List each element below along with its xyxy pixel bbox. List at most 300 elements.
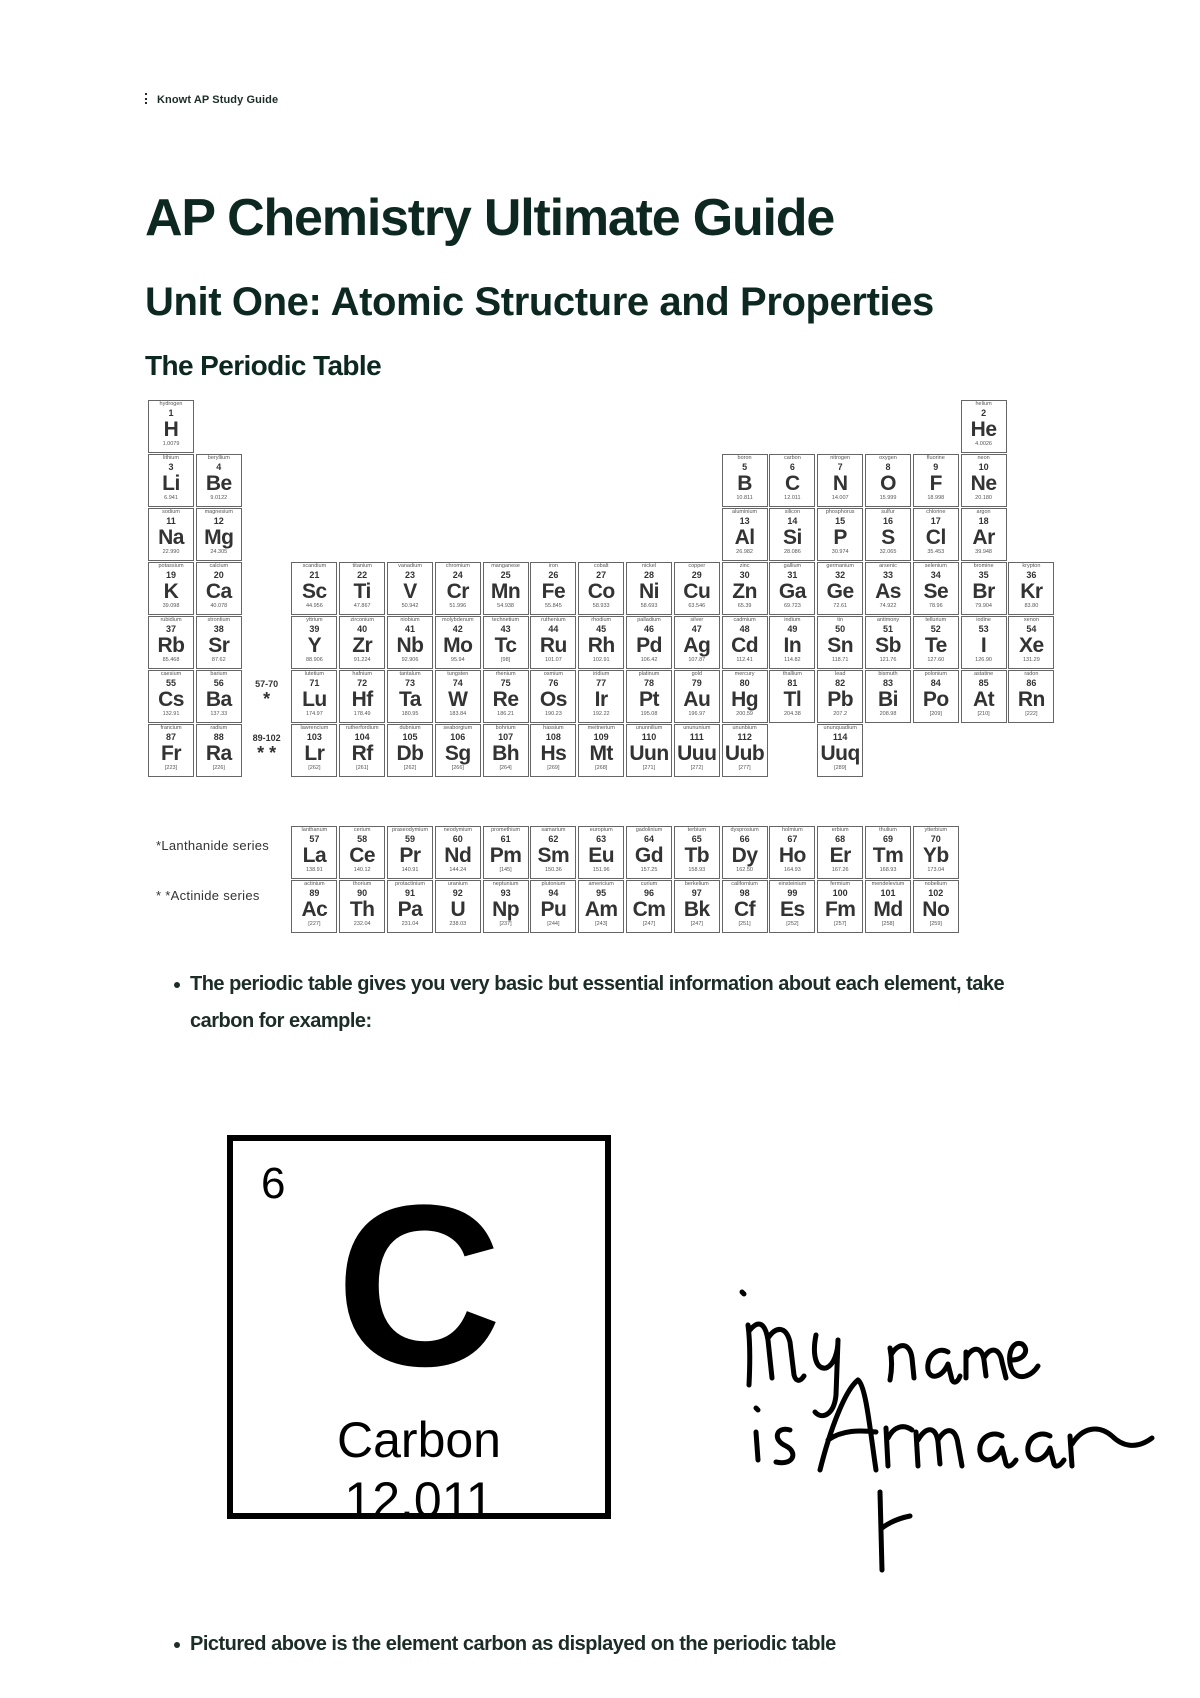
- atomic-mass: 232.04: [353, 921, 371, 927]
- atomic-number: 30: [739, 570, 750, 580]
- element-symbol: Ba: [205, 688, 232, 711]
- atomic-number: 58: [357, 834, 368, 844]
- atomic-number: 80: [739, 678, 750, 688]
- element-symbol: Ni: [639, 580, 659, 603]
- element-actinium: [291, 880, 337, 933]
- series-placeholder: [244, 670, 290, 723]
- atomic-mass: 85.468: [162, 657, 180, 663]
- atomic-number: 25: [500, 570, 511, 580]
- element-name: titanium: [352, 563, 372, 569]
- element-antimony: [865, 616, 911, 669]
- element-symbol: Fr: [161, 742, 181, 765]
- atomic-number: 3: [168, 462, 174, 472]
- atomic-mass: 39.098: [162, 603, 180, 609]
- element-name: ununbium: [732, 725, 757, 731]
- element-name: iron: [548, 563, 558, 569]
- element-plutonium: [530, 880, 576, 933]
- element-name: iridium: [593, 671, 610, 677]
- lanthanide-series-label: *Lanthanide series: [156, 838, 270, 853]
- element-symbol: Cr: [446, 580, 469, 603]
- element-name: strontium: [207, 617, 231, 623]
- element-name: phosphorus: [825, 509, 855, 515]
- element-symbol: Ti: [353, 580, 371, 603]
- atomic-mass: [264]: [499, 765, 512, 771]
- atomic-number: 12: [213, 516, 224, 526]
- element-symbol: Cl: [925, 526, 946, 549]
- element-symbol: Rh: [587, 634, 615, 657]
- atomic-mass: 162.50: [736, 867, 753, 873]
- atomic-mass: 101.07: [544, 657, 562, 663]
- element-name: oxygen: [879, 455, 897, 461]
- element-name: osmium: [543, 671, 564, 677]
- element-symbol: Db: [396, 742, 424, 765]
- atomic-mass: 138.91: [305, 867, 323, 873]
- atomic-number: 76: [548, 678, 559, 688]
- atomic-number: 90: [357, 888, 368, 898]
- element-name: zirconium: [350, 617, 374, 623]
- element-sodium: [148, 508, 194, 561]
- element-symbol: Mn: [490, 580, 521, 603]
- element-symbol: F: [929, 472, 942, 495]
- element-scandium: [291, 562, 337, 615]
- element-radon: [1008, 670, 1054, 723]
- element-gadolinium: [626, 826, 672, 879]
- atomic-number: 13: [739, 516, 750, 526]
- atomic-mass: [210]: [977, 711, 990, 717]
- atomic-number: 114: [832, 732, 848, 742]
- atomic-mass: 26.982: [736, 549, 753, 555]
- element-name: holmium: [781, 827, 803, 833]
- element-calcium: [196, 562, 242, 615]
- element-indium: [769, 616, 815, 669]
- atomic-number: 67: [787, 834, 798, 844]
- element-promethium: [483, 826, 529, 879]
- element-symbol: Au: [683, 688, 711, 711]
- element-symbol: Co: [587, 580, 615, 603]
- element-arsenic: [865, 562, 911, 615]
- element-name: sulfur: [881, 509, 895, 515]
- element-neodymium: [435, 826, 481, 879]
- element-symbol: As: [875, 580, 901, 603]
- element-lawrencium: [291, 724, 337, 777]
- element-symbol: Uun: [629, 742, 669, 765]
- atomic-mass: [145]: [499, 867, 512, 873]
- element-name: thulium: [879, 827, 897, 833]
- element-magnesium: [196, 508, 242, 561]
- atomic-number: 51: [882, 624, 893, 634]
- atomic-mass: 131.29: [1022, 657, 1040, 663]
- carbon-atomic-number: 6: [261, 1159, 286, 1208]
- element-symbol: K: [163, 580, 179, 603]
- atomic-mass: 87.62: [211, 657, 226, 663]
- element-symbol: Cm: [632, 898, 666, 921]
- atomic-number: 26: [548, 570, 559, 580]
- atomic-number: 23: [404, 570, 415, 580]
- element-potassium: [148, 562, 194, 615]
- element-name: ruthenium: [541, 617, 566, 623]
- element-name: potassium: [158, 563, 184, 569]
- atomic-mass: [271]: [642, 765, 656, 771]
- element-symbol: Er: [829, 844, 851, 867]
- element-name: chromium: [445, 563, 470, 569]
- atomic-mass: [98]: [501, 657, 511, 663]
- atomic-mass: 14.007: [831, 495, 849, 501]
- atomic-mass: 200.59: [736, 711, 753, 717]
- element-symbol: Yb: [922, 844, 949, 867]
- element-symbol: Tb: [684, 844, 710, 867]
- element-name: vanadium: [398, 563, 422, 569]
- atomic-number: 70: [930, 834, 941, 844]
- atomic-number: 31: [787, 570, 798, 580]
- atomic-number: 39: [309, 624, 320, 634]
- element-symbol: I: [980, 634, 987, 657]
- element-name: tantalum: [399, 671, 421, 677]
- element-cadmium: [722, 616, 768, 669]
- element-symbol: O: [880, 472, 896, 495]
- atomic-number: 50: [835, 624, 846, 634]
- element-symbol: Ir: [594, 688, 608, 711]
- element-name: meitnerium: [587, 725, 615, 731]
- element-name: hydrogen: [159, 401, 183, 407]
- atomic-number: 10: [978, 462, 989, 472]
- element-symbol: W: [448, 688, 468, 711]
- atomic-number: 62: [548, 834, 559, 844]
- element-chlorine: [913, 508, 959, 561]
- atomic-number: 71: [309, 678, 320, 688]
- atomic-mass: 190.23: [544, 711, 562, 717]
- atomic-number: 78: [643, 678, 654, 688]
- element-symbol: Sn: [827, 634, 854, 657]
- element-symbol: Lu: [302, 688, 327, 711]
- atomic-number: 105: [402, 732, 418, 742]
- atomic-mass: [222]: [1025, 711, 1038, 717]
- element-name: lanthanum: [301, 827, 328, 833]
- element-bismuth: [865, 670, 911, 723]
- atomic-mass: 127.60: [927, 657, 945, 663]
- atomic-number: 61: [500, 834, 511, 844]
- atomic-number: 43: [500, 624, 511, 634]
- atomic-number: 75: [500, 678, 511, 688]
- atomic-mass: [262]: [403, 765, 417, 771]
- atomic-mass: 231.04: [401, 921, 419, 927]
- atomic-mass: 114.82: [784, 657, 801, 663]
- element-symbol: Md: [873, 898, 903, 921]
- element-name: germanium: [826, 563, 854, 569]
- element-name: einsteinium: [778, 881, 807, 887]
- atomic-number: 53: [978, 624, 989, 634]
- element-name: rhodium: [591, 617, 612, 623]
- atomic-mass: 12.011: [784, 495, 801, 501]
- element-ytterbium: [913, 826, 959, 879]
- element-name: plutonium: [541, 881, 566, 887]
- atomic-mass: 112.41: [736, 657, 753, 663]
- atomic-number: 11: [166, 516, 176, 526]
- element-symbol: Se: [923, 580, 949, 603]
- atomic-number: 79: [691, 678, 702, 688]
- atomic-mass: [257]: [834, 921, 847, 927]
- element-symbol: Ac: [301, 898, 328, 921]
- atomic-mass: 54.938: [497, 603, 514, 609]
- placeholder-range: 57-70: [255, 679, 279, 689]
- atomic-mass: 192.22: [592, 711, 610, 717]
- atomic-number: 83: [882, 678, 893, 688]
- placeholder-range: 89-102: [252, 733, 281, 743]
- element-gallium: [769, 562, 815, 615]
- atomic-number: 93: [500, 888, 511, 898]
- element-symbol: Mo: [443, 634, 473, 657]
- element-beryllium: [196, 454, 242, 507]
- element-einsteinium: [769, 880, 815, 933]
- element-technetium: [483, 616, 529, 669]
- atomic-number: 77: [596, 678, 607, 688]
- element-silicon: [769, 508, 815, 561]
- atomic-number: 106: [450, 732, 466, 742]
- element-symbol: Tc: [494, 634, 517, 657]
- element-gold: [674, 670, 720, 723]
- atomic-mass: 1.0079: [162, 441, 180, 447]
- atomic-number: 32: [835, 570, 846, 580]
- atomic-mass: 58.933: [592, 603, 610, 609]
- element-symbol: V: [403, 580, 417, 603]
- series-placeholder: [244, 724, 290, 777]
- element-name: bromine: [973, 563, 994, 569]
- atomic-number: 74: [452, 678, 463, 688]
- bullet-dot: [174, 982, 180, 988]
- element-symbol: No: [922, 898, 950, 921]
- element-symbol: Ge: [826, 580, 854, 603]
- element-symbol: Pt: [639, 688, 659, 711]
- element-curium: [626, 880, 672, 933]
- atomic-mass: 22.990: [162, 549, 180, 555]
- atomic-mass: [289]: [834, 765, 847, 771]
- element-symbol: Uub: [724, 742, 765, 765]
- element-symbol: Fe: [541, 580, 566, 603]
- atomic-mass: 74.922: [879, 603, 897, 609]
- atomic-number: 66: [739, 834, 750, 844]
- element-meitnerium: [578, 724, 624, 777]
- element-name: lead: [834, 671, 846, 677]
- element-seaborgium: [435, 724, 481, 777]
- atomic-number: 84: [930, 678, 941, 688]
- element-symbol: Zn: [732, 580, 757, 603]
- element-symbol: Bh: [492, 742, 520, 765]
- element-symbol: Pd: [636, 634, 662, 657]
- element-manganese: [483, 562, 529, 615]
- element-symbol: Y: [307, 634, 322, 657]
- element-xenon: [1008, 616, 1054, 669]
- atomic-number: 38: [213, 624, 224, 634]
- atomic-number: 49: [787, 624, 798, 634]
- atomic-mass: 178.49: [353, 711, 371, 717]
- bullet-text: The periodic table gives you very basic but essential information about each element, take carbon for example:: [190, 973, 1005, 1032]
- element-yttrium: [291, 616, 337, 669]
- brand-text: Knowt AP Study Guide: [157, 94, 279, 106]
- atomic-number: 60: [452, 834, 463, 844]
- element-symbol: Po: [922, 688, 949, 711]
- atomic-mass: 196.97: [688, 711, 706, 717]
- element-tungsten: [435, 670, 481, 723]
- element-name: sodium: [162, 509, 180, 515]
- atomic-mass: 88.906: [305, 657, 323, 663]
- element-symbol: Pu: [540, 898, 567, 921]
- atomic-mass: 92.906: [401, 657, 419, 663]
- atomic-number: 48: [739, 624, 750, 634]
- atomic-mass: 18.998: [927, 495, 945, 501]
- element-name: gold: [691, 671, 702, 677]
- element-vanadium: [387, 562, 433, 615]
- element-hydrogen: [148, 400, 194, 453]
- atomic-number: 44: [548, 624, 559, 634]
- atomic-number: 94: [548, 888, 559, 898]
- atomic-number: 14: [787, 516, 798, 526]
- atomic-number: 108: [545, 732, 561, 742]
- element-symbol: Br: [972, 580, 995, 603]
- element-caesium: [148, 670, 194, 723]
- element-holmium: [769, 826, 815, 879]
- element-oxygen: [865, 454, 911, 507]
- element-phosphorus: [817, 508, 863, 561]
- element-protactinium: [387, 880, 433, 933]
- atomic-number: 40: [357, 624, 368, 634]
- atomic-mass: 20.180: [975, 495, 992, 501]
- element-name: manganese: [491, 563, 520, 569]
- atomic-mass: 180.95: [401, 711, 419, 717]
- atomic-number: 21: [309, 570, 320, 580]
- element-aluminium: [722, 508, 768, 561]
- carbon-element-card: [227, 1135, 611, 1528]
- atomic-mass: [226]: [212, 765, 225, 771]
- atomic-number: 82: [835, 678, 846, 688]
- atomic-number: 65: [691, 834, 702, 844]
- atomic-number: 81: [787, 678, 798, 688]
- element-symbol: N: [832, 472, 848, 495]
- atomic-number: 63: [596, 834, 607, 844]
- atomic-mass: 55.845: [544, 603, 562, 609]
- atomic-mass: [258]: [881, 921, 895, 927]
- element-symbol: S: [881, 526, 895, 549]
- atomic-number: 16: [882, 516, 893, 526]
- atomic-mass: [277]: [738, 765, 751, 771]
- atomic-number: 91: [404, 888, 415, 898]
- handwritten-note: [720, 1260, 1180, 1630]
- brand-header: [145, 93, 278, 106]
- atomic-mass: 50.942: [401, 603, 419, 609]
- atomic-number: 86: [1026, 678, 1037, 688]
- element-name: palladium: [637, 617, 661, 623]
- element-platinum: [626, 670, 672, 723]
- atomic-number: 100: [832, 888, 848, 898]
- element-osmium: [530, 670, 576, 723]
- atomic-mass: 91.224: [353, 657, 371, 663]
- element-name: ununnilium: [635, 725, 663, 731]
- atomic-mass: 83.80: [1024, 603, 1039, 609]
- atomic-number: 72: [357, 678, 368, 688]
- element-symbol: Bk: [683, 898, 710, 921]
- element-symbol: Ra: [205, 742, 232, 765]
- element-nickel: [626, 562, 672, 615]
- atomic-mass: 51.996: [449, 603, 467, 609]
- atomic-mass: 39.948: [975, 549, 992, 555]
- element-name: indium: [784, 617, 801, 623]
- atomic-number: 45: [596, 624, 607, 634]
- atomic-mass: 69.723: [783, 603, 801, 609]
- element-symbol: Cu: [683, 580, 711, 603]
- element-name: silver: [690, 617, 704, 623]
- atomic-mass: 65.39: [737, 603, 752, 609]
- element-dysprosium: [722, 826, 768, 879]
- atomic-mass: 72.61: [833, 603, 848, 609]
- element-name: boron: [737, 455, 752, 461]
- element-symbol: Rb: [157, 634, 185, 657]
- atomic-mass: 204.38: [783, 711, 801, 717]
- atomic-mass: 44.956: [305, 603, 323, 609]
- element-name: lutetium: [304, 671, 325, 677]
- atomic-number: 107: [498, 732, 514, 742]
- element-name: selenium: [924, 563, 947, 569]
- element-symbol: He: [970, 418, 997, 441]
- atomic-number: 85: [978, 678, 989, 688]
- atomic-mass: 78.96: [928, 603, 943, 609]
- atomic-number: 97: [691, 888, 702, 898]
- element-name: nickel: [641, 563, 657, 569]
- element-name: helium: [975, 401, 992, 407]
- atomic-number: 104: [354, 732, 370, 742]
- element-name: dubnium: [399, 725, 421, 731]
- atomic-number: 111: [689, 732, 704, 742]
- element-name: praseodymium: [391, 827, 429, 833]
- element-germanium: [817, 562, 863, 615]
- atomic-mass: [244]: [547, 921, 560, 927]
- element-symbol: Pb: [827, 688, 854, 711]
- atomic-number: 103: [306, 732, 322, 742]
- element-praseodymium: [387, 826, 433, 879]
- element-name: arsenic: [879, 563, 897, 569]
- element-symbol: Na: [158, 526, 184, 549]
- atomic-mass: 95.94: [450, 657, 465, 663]
- element-symbol: Cs: [158, 688, 184, 711]
- element-symbol: At: [973, 688, 995, 711]
- element-name: silicon: [784, 509, 801, 515]
- element-zirconium: [339, 616, 385, 669]
- atomic-number: 112: [737, 732, 752, 742]
- element-symbol: Mg: [204, 526, 234, 549]
- atomic-number: 95: [596, 888, 607, 898]
- element-lutetium: [291, 670, 337, 723]
- element-symbol: Tl: [783, 688, 802, 711]
- element-symbol: Sg: [444, 742, 471, 765]
- atomic-mass: [251]: [738, 921, 751, 927]
- element-name: barium: [210, 671, 228, 677]
- atomic-mass: 151.96: [592, 867, 610, 873]
- element-name: bismuth: [878, 671, 898, 677]
- element-symbol: Nb: [396, 634, 424, 657]
- atomic-number: 56: [213, 678, 224, 688]
- placeholder-asterisk: * *: [257, 743, 277, 763]
- element-name: fermium: [830, 881, 851, 887]
- element-symbol: Kr: [1020, 580, 1043, 603]
- element-selenium: [913, 562, 959, 615]
- element-name: unununium: [683, 725, 711, 731]
- atomic-mass: 15.999: [879, 495, 897, 501]
- element-symbol: Es: [780, 898, 805, 921]
- element-symbol: Xe: [1019, 634, 1044, 657]
- atomic-number: 101: [880, 888, 896, 898]
- element-name: erbium: [831, 827, 849, 833]
- element-symbol: Ar: [972, 526, 995, 549]
- element-name: ytterbium: [924, 827, 948, 833]
- atomic-mass: 35.453: [927, 549, 945, 555]
- element-erbium: [817, 826, 863, 879]
